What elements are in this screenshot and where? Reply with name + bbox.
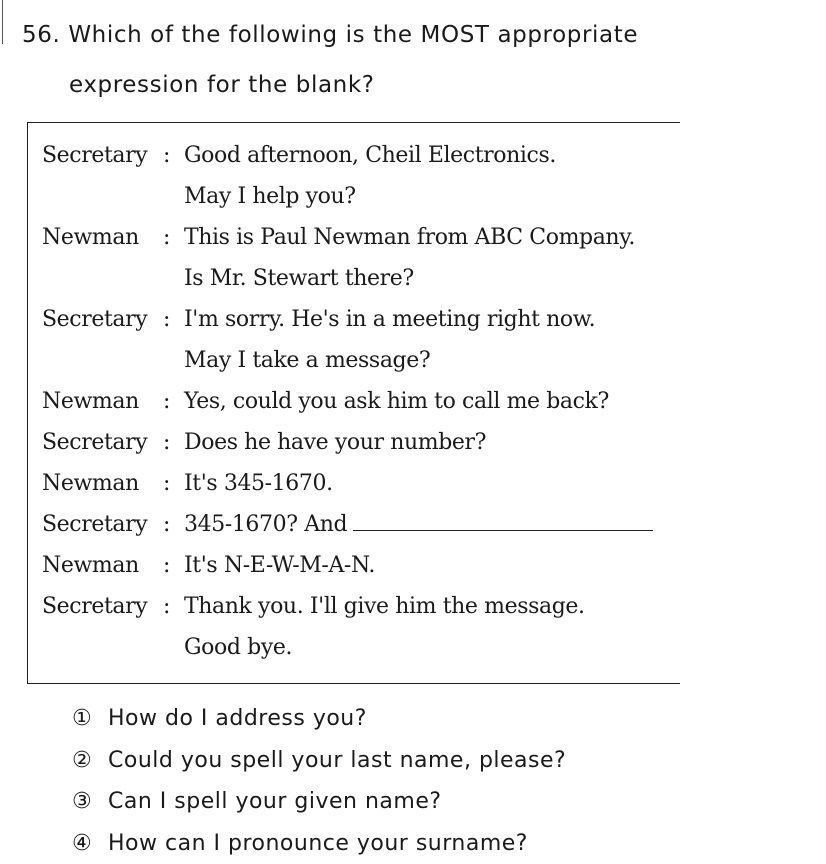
option-text: How do I address you? — [108, 706, 367, 731]
dialog-text — [184, 545, 375, 586]
dialog-text — [184, 422, 486, 463]
dialog-text — [184, 217, 635, 258]
answer-options — [72, 698, 566, 864]
left-margin-rule — [2, 0, 3, 44]
option-marker: ② — [72, 740, 108, 782]
answer-option-3[interactable] — [72, 781, 566, 823]
dialog-text-content: Yes, could you ask him to call me back? — [184, 389, 609, 414]
dialog-text-content: This is Paul Newman from ABC Company. — [184, 225, 635, 250]
dialog-text — [184, 340, 430, 381]
speaker-name: Secretary — [42, 135, 147, 176]
dialog-text-content: I'm sorry. He's in a meeting right now. — [184, 307, 595, 332]
dialog-text — [184, 299, 595, 340]
dialog-text-content: May I take a message? — [184, 348, 430, 373]
dialog-text-content: It's N-E-W-M-A-N. — [184, 553, 375, 578]
question-text-1: Which of the following is the MOST appropriate — [68, 22, 638, 48]
option-text: How can I pronounce your surname? — [108, 831, 528, 856]
dialog-text — [184, 504, 653, 545]
speaker-name: Secretary — [42, 299, 147, 340]
option-text: Can I spell your given name? — [108, 789, 442, 814]
dialog-text — [184, 586, 585, 627]
speaker-colon: : — [163, 217, 170, 258]
speaker-colon: : — [163, 545, 170, 586]
speaker-name: Secretary — [42, 586, 147, 627]
dialog-text-content: 345-1670? And — [184, 512, 347, 537]
option-text: Could you spell your last name, please? — [108, 748, 566, 773]
dialog-text — [184, 176, 356, 217]
dialog-text-content: Good bye. — [184, 635, 292, 660]
dialog-text — [184, 381, 609, 422]
answer-option-2[interactable] — [72, 740, 566, 782]
dialog-box — [27, 122, 680, 684]
speaker-colon: : — [163, 135, 170, 176]
question-number: 56. — [22, 22, 60, 48]
option-marker: ① — [72, 698, 108, 740]
speaker-colon: : — [163, 299, 170, 340]
dialog-text-content: Does he have your number? — [184, 430, 486, 455]
speaker-name: Secretary — [42, 422, 147, 463]
answer-option-4[interactable] — [72, 823, 566, 864]
dialog-text — [184, 258, 414, 299]
speaker-name: Secretary — [42, 504, 147, 545]
question-stem — [22, 10, 782, 110]
dialog-text-content: Thank you. I'll give him the message. — [184, 594, 585, 619]
speaker-name: Newman — [42, 545, 139, 586]
answer-blank — [353, 504, 653, 531]
speaker-colon: : — [163, 463, 170, 504]
dialog-text-content: Good afternoon, Cheil Electronics. — [184, 143, 556, 168]
speaker-colon: : — [163, 504, 170, 545]
dialog-text — [184, 135, 556, 176]
speaker-colon: : — [163, 586, 170, 627]
question-line-1 — [22, 10, 782, 60]
speaker-name: Newman — [42, 381, 139, 422]
dialog-text-content: May I help you? — [184, 184, 356, 209]
dialog-text-content: Is Mr. Stewart there? — [184, 266, 414, 291]
speaker-colon: : — [163, 381, 170, 422]
speaker-name: Newman — [42, 217, 139, 258]
speaker-colon: : — [163, 422, 170, 463]
option-marker: ④ — [72, 823, 108, 864]
answer-option-1[interactable] — [72, 698, 566, 740]
dialog-text-content: It's 345-1670. — [184, 471, 333, 496]
option-marker: ③ — [72, 781, 108, 823]
dialog-text — [184, 463, 333, 504]
question-line-2: expression for the blank? — [22, 60, 782, 110]
speaker-name: Newman — [42, 463, 139, 504]
dialog-text — [184, 627, 292, 668]
